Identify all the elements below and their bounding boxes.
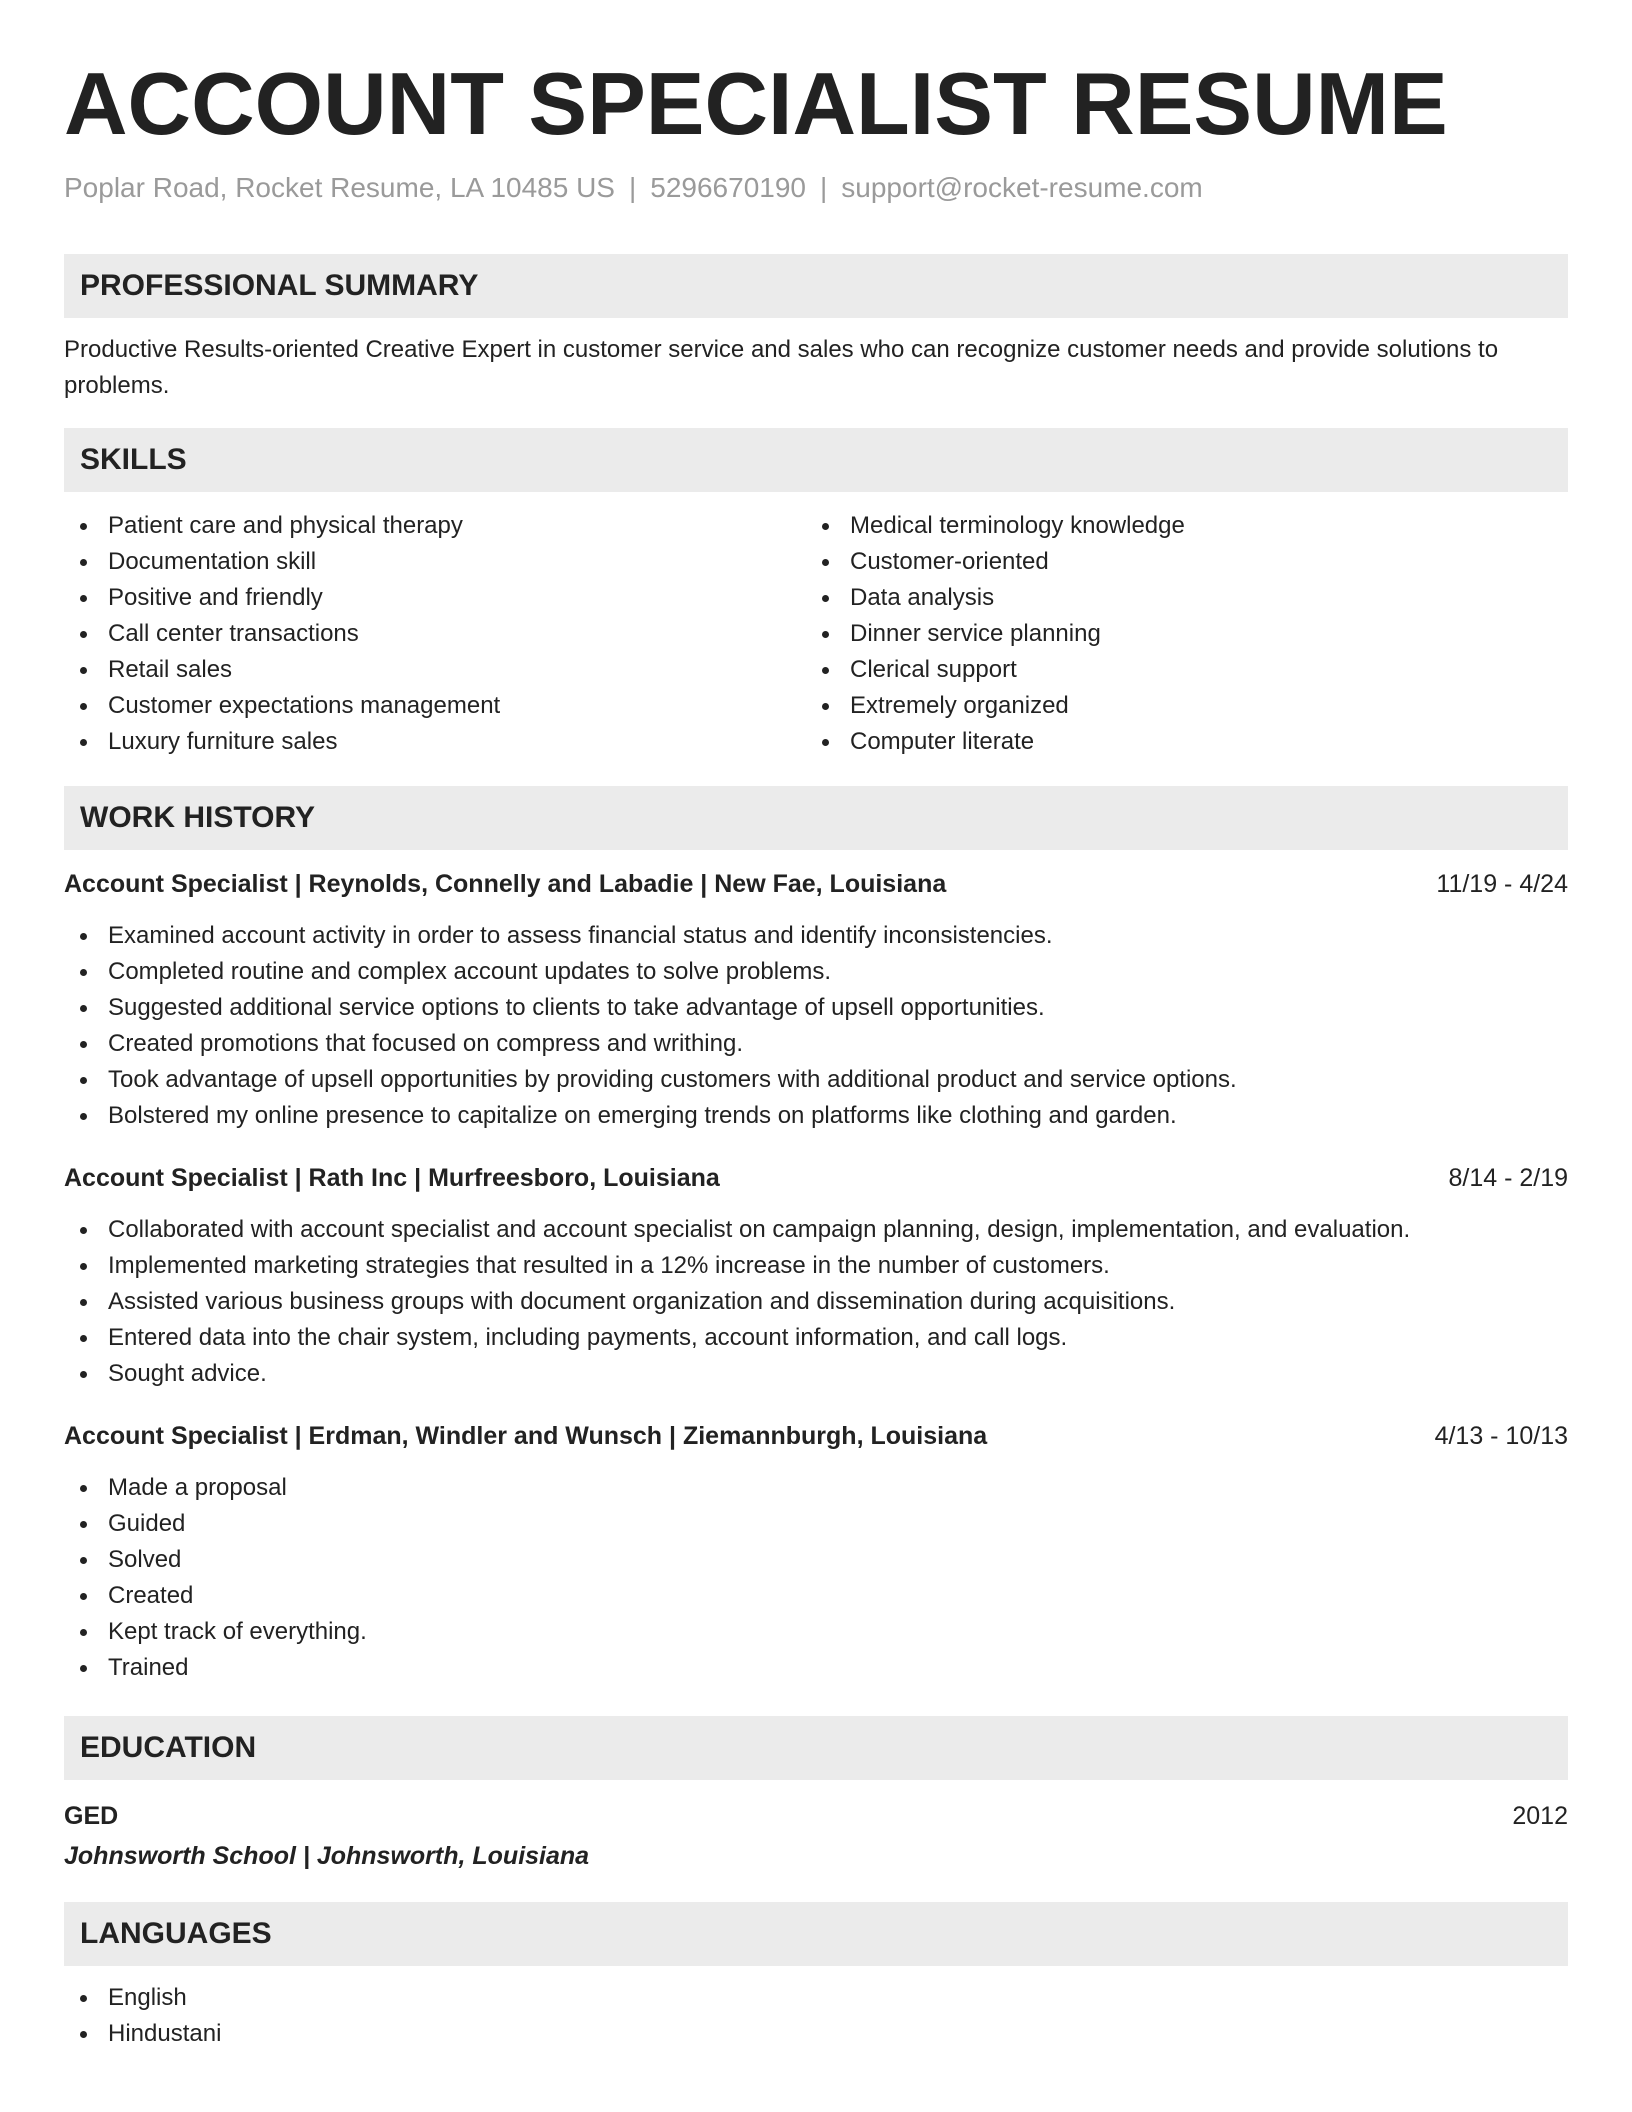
- education-header: [64, 1798, 1568, 1834]
- skill-item: Retail sales: [64, 652, 806, 688]
- resume-title: ACCOUNT SPECIALIST RESUME: [64, 54, 1448, 153]
- languages-heading: LANGUAGES: [64, 1902, 1568, 1966]
- job-bullet: Kept track of everything.: [64, 1614, 1568, 1650]
- contact-phone: 5296670190: [650, 172, 806, 203]
- job-bullet: Completed routine and complex account updates to solve problems.: [64, 954, 1568, 990]
- job-bullet: Guided: [64, 1506, 1568, 1542]
- skill-item: Medical terminology knowledge: [806, 508, 1548, 544]
- skill-item: Clerical support: [806, 652, 1548, 688]
- skill-item: Patient care and physical therapy: [64, 508, 806, 544]
- skill-item: Dinner service planning: [806, 616, 1548, 652]
- skill-item: Positive and friendly: [64, 580, 806, 616]
- job-header: [64, 1160, 1568, 1196]
- summary-heading: PROFESSIONAL SUMMARY: [64, 254, 1568, 318]
- contact-email: support@rocket-resume.com: [841, 172, 1203, 203]
- work-heading: WORK HISTORY: [64, 786, 1568, 850]
- skill-item: Customer expectations management: [64, 688, 806, 724]
- contact-address: Poplar Road, Rocket Resume, LA 10485 US: [64, 172, 615, 203]
- job-entry: [64, 1160, 1568, 1392]
- language-item: Hindustani: [64, 2016, 1568, 2052]
- job-bullet: Trained: [64, 1650, 1568, 1686]
- education-heading: EDUCATION: [64, 1716, 1568, 1780]
- skill-item: Extremely organized: [806, 688, 1548, 724]
- job-dates: 11/19 - 4/24: [1436, 870, 1568, 898]
- job-title: Account Specialist | Erdman, Windler and Wunsch | Ziemannburgh, Louisiana: [64, 1422, 988, 1450]
- skill-item: Data analysis: [806, 580, 1548, 616]
- language-item: English: [64, 1980, 1568, 2016]
- education-degree: GED: [64, 1802, 119, 1830]
- skills-heading: SKILLS: [64, 428, 1568, 492]
- job-bullet: Collaborated with account specialist and account specialist on campaign planning, design, implementation, and evaluation.: [64, 1212, 1568, 1248]
- job-title: Account Specialist | Rath Inc | Murfreesboro, Louisiana: [64, 1164, 720, 1192]
- job-bullet: Bolstered my online presence to capitalize on emerging trends on platforms like clothing and garden.: [64, 1098, 1568, 1134]
- job-title: Account Specialist | Reynolds, Connelly and Labadie | New Fae, Louisiana: [64, 870, 947, 898]
- job-bullet: Sought advice.: [64, 1356, 1568, 1392]
- education-year: 2012: [1512, 1802, 1568, 1830]
- job-header: [64, 1418, 1568, 1454]
- skills-grid: [64, 508, 1568, 760]
- education-school: Johnsworth School | Johnsworth, Louisiana: [64, 1842, 590, 1870]
- job-bullet: Suggested additional service options to clients to take advantage of upsell opportunities.: [64, 990, 1568, 1026]
- contact-separator: |: [628, 172, 637, 203]
- job-bullet: Examined account activity in order to assess financial status and identify inconsistencies.: [64, 918, 1568, 954]
- contact-line: [64, 168, 1568, 208]
- contact-separator: |: [820, 172, 828, 203]
- skills-column-left: [64, 508, 806, 760]
- job-dates: 4/13 - 10/13: [1434, 1422, 1568, 1450]
- job-dates: 8/14 - 2/19: [1448, 1164, 1568, 1192]
- skill-item: Computer literate: [806, 724, 1548, 760]
- job-bullet: Created: [64, 1578, 1568, 1614]
- summary-text: Productive Results-oriented Creative Expert in customer service and sales who can recognize customer needs and provide solutions to problems.: [64, 336, 1499, 399]
- job-bullet: Entered data into the chair system, including payments, account information, and call logs.: [64, 1320, 1568, 1356]
- skill-item: Documentation skill: [64, 544, 806, 580]
- education-entry: [64, 1798, 1568, 1874]
- job-bullet: Assisted various business groups with document organization and dissemination during acquisitions.: [64, 1284, 1568, 1320]
- job-bullet: Implemented marketing strategies that resulted in a 12% increase in the number of customers.: [64, 1248, 1568, 1284]
- job-bullet: Took advantage of upsell opportunities by providing customers with additional product and service options.: [64, 1062, 1568, 1098]
- skill-item: Customer-oriented: [806, 544, 1548, 580]
- job-bullet: Solved: [64, 1542, 1568, 1578]
- job-header: [64, 866, 1568, 902]
- job-entry: [64, 866, 1568, 1134]
- job-bullet: Made a proposal: [64, 1470, 1568, 1506]
- skill-item: Call center transactions: [64, 616, 806, 652]
- skills-column-right: [806, 508, 1548, 760]
- skill-item: Luxury furniture sales: [64, 724, 806, 760]
- languages-list: [64, 1980, 1568, 2052]
- job-entry: [64, 1418, 1568, 1686]
- job-bullet: Created promotions that focused on compress and writhing.: [64, 1026, 1568, 1062]
